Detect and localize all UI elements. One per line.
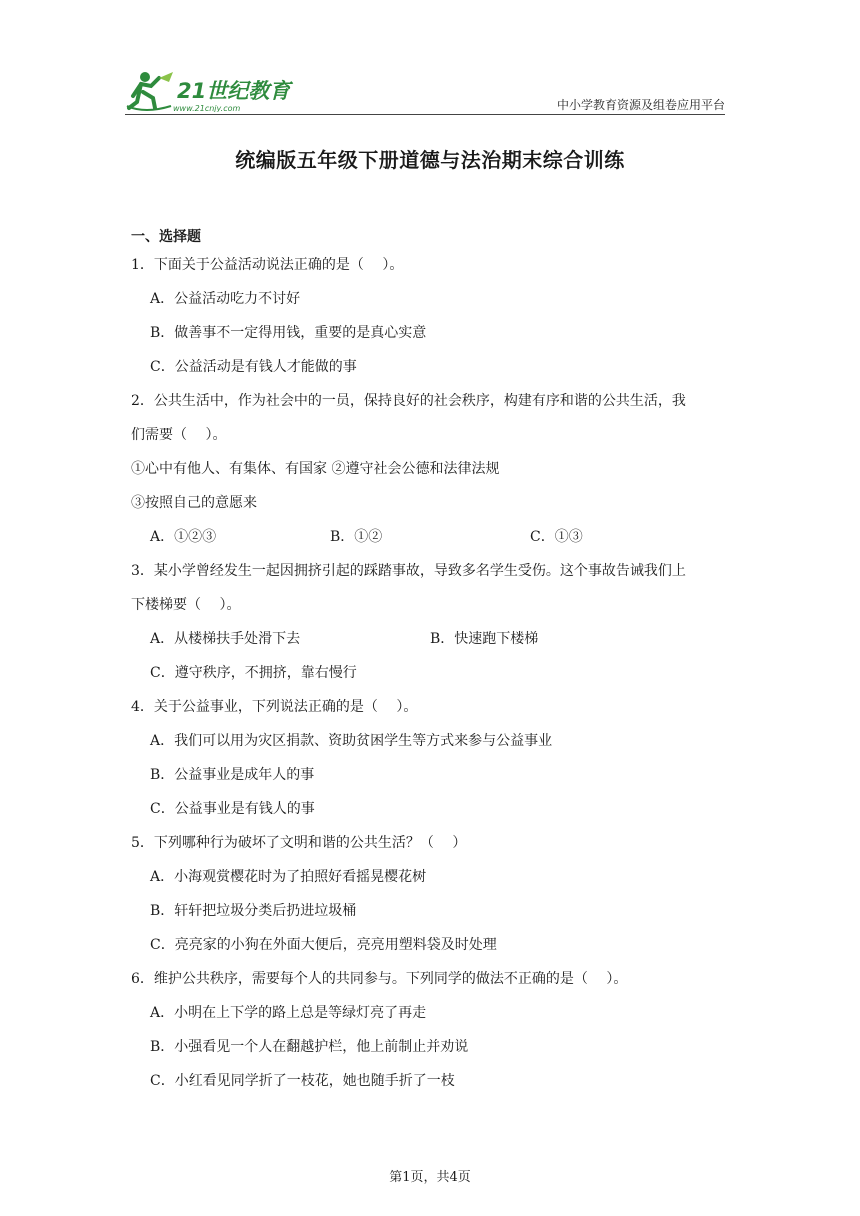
option-c: C．小红看见同学折了一枝花，她也随手折了一枝 [150,1073,455,1089]
option-row [131,622,731,656]
question-stem: 4．关于公益事业，下列说法正确的是（ ）。 [131,699,418,715]
option-a: A．小明在上下学的路上总是等绿灯亮了再走 [150,1005,427,1021]
option-c: C．①③ [530,529,583,545]
platform-tagline: 中小学教育资源及组卷应用平台 [556,98,725,112]
page-title: 统编版五年级下册道德与法治期末综合训练 [235,148,625,172]
option-b: B．①② [330,529,383,545]
question-statements: ①心中有他人、有集体、有国家 ②遵守社会公德和法律法规 [131,461,500,477]
section-heading: 一、选择题 [131,229,201,245]
page-number: 第1页，共4页 [389,1170,471,1185]
option-b: B．公益事业是成年人的事 [150,767,315,783]
question-stem: 6．维护公共秩序，需要每个人的共同参与。下列同学的做法不正确的是（ ）。 [131,971,628,987]
question-stem-continued: 们需要（ ）。 [131,427,227,443]
question-stem: 3．某小学曾经发生一起因拥挤引起的踩踏事故，导致多名学生受伤。这个事故告诫我们上 [131,563,686,579]
option-b: B．轩轩把垃圾分类后扔进垃圾桶 [150,903,357,919]
option-a: A．小海观赏樱花时为了拍照好看摇晃樱花树 [150,869,427,885]
option-b: B．快速跑下楼梯 [430,631,539,647]
option-a: A．公益活动吃力不讨好 [150,291,301,307]
question-statements: ③按照自己的意愿来 [131,495,257,511]
question-list [131,226,731,1098]
svg-text:www.21cnjy.com: www.21cnjy.com [173,104,241,112]
header-divider [125,114,725,115]
21cnjy-logo [125,68,295,112]
question-stem: 5．下列哪种行为破坏了文明和谐的公共生活？（ ） [131,835,467,851]
option-a: A．从楼梯扶手处滑下去 [150,631,301,647]
option-c: C．公益活动是有钱人才能做的事 [150,359,357,375]
option-c: C．亮亮家的小狗在外面大便后，亮亮用塑料袋及时处理 [150,937,497,953]
option-a: A．我们可以用为灾区捐款、资助贫困学生等方式来参与公益事业 [150,733,553,749]
question-stem: 1．下面关于公益活动说法正确的是（ ）。 [131,257,404,273]
option-c: C．遵守秩序，不拥挤，靠右慢行 [150,665,357,681]
svg-text:21世纪教育: 21世纪教育 [177,79,291,103]
page-header [125,66,725,116]
option-b: B．做善事不一定得用钱，重要的是真心实意 [150,325,427,341]
question-stem-continued: 下楼梯要（ ）。 [131,597,241,613]
question-stem: 2．公共生活中，作为社会中的一员，保持良好的社会秩序，构建有序和谐的公共生活，我 [131,393,686,409]
option-b: B．小强看见一个人在翻越护栏，他上前制止并劝说 [150,1039,469,1055]
option-c: C．公益事业是有钱人的事 [150,801,315,817]
option-a: A．①②③ [150,529,217,545]
option-row [131,520,731,554]
